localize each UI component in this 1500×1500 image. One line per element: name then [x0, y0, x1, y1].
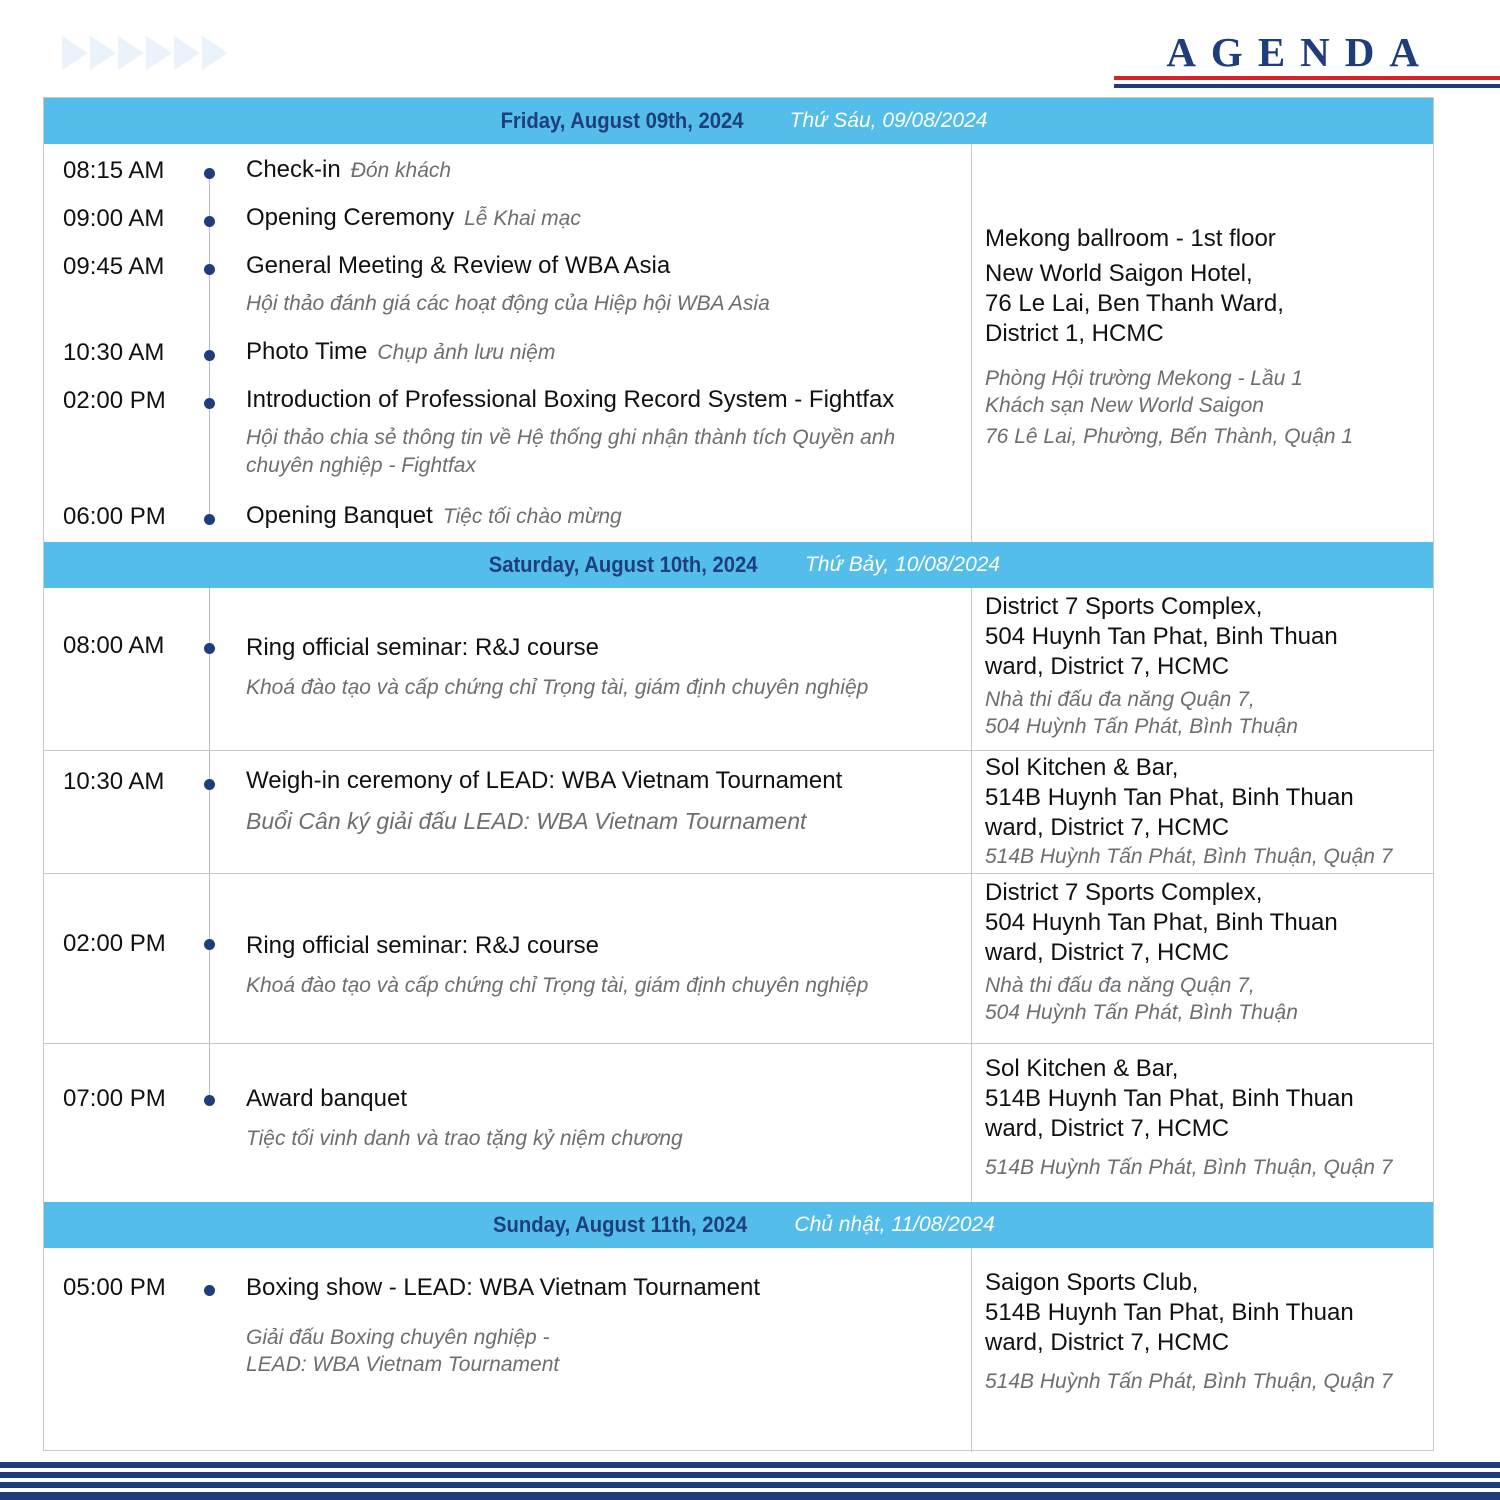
- day-title-en: Saturday, August 10th, 2024: [488, 552, 758, 577]
- event-item: [246, 252, 961, 318]
- venue-line-vi: Phòng Hội trường Mekong - Lầu 1: [985, 367, 1303, 390]
- venue-line-en: Mekong ballroom - 1st floor: [985, 225, 1276, 252]
- event-title-vi: Đón khách: [350, 159, 452, 182]
- footer-stripe: [0, 1482, 1500, 1488]
- venue-line-en: 504 Huynh Tan Phat, Binh Thuan: [985, 623, 1338, 650]
- day-title-vi: Chủ nhật, 11/08/2024: [794, 1213, 995, 1236]
- day-header-friday: [44, 98, 1433, 144]
- footer-stripes: [0, 1462, 1500, 1500]
- timeline-dot-icon: [204, 264, 215, 275]
- table-row: [44, 874, 1433, 1043]
- timeline-dot-icon: [204, 643, 215, 654]
- event-time: 08:00 AM: [63, 632, 165, 659]
- timeline-dot-icon: [204, 779, 215, 790]
- event-title-en: Boxing show - LEAD: WBA Vietnam Tournament: [246, 1274, 761, 1301]
- chevron-right-icon: [202, 36, 228, 70]
- event-title-vi: Khoá đào tạo và cấp chứng chỉ Trọng tài, giám định chuyên nghiệp: [246, 974, 869, 997]
- venue-line-en: District 7 Sports Complex,: [985, 879, 1263, 906]
- event-item: [246, 502, 961, 530]
- timeline-line: [209, 751, 210, 873]
- venue-line-en: ward, District 7, HCMC: [985, 814, 1230, 841]
- venue-cell: [985, 224, 1435, 450]
- column-divider: [971, 588, 972, 750]
- event-title-vi: Lễ Khai mạc: [464, 207, 581, 230]
- timeline-dot-icon: [204, 350, 215, 361]
- event-item: [246, 204, 961, 232]
- table-row: [44, 751, 1433, 873]
- event-item: [246, 932, 961, 1000]
- venue-line-vi: 514B Huỳnh Tấn Phát, Bình Thuận, Quận 7: [985, 1370, 1393, 1393]
- venue-cell: [985, 592, 1435, 740]
- timeline-line: [209, 588, 210, 750]
- event-title-en: General Meeting & Review of WBA Asia: [246, 252, 671, 279]
- venue-line-en: 76 Le Lai, Ben Thanh Ward,: [985, 290, 1284, 317]
- event-item: [246, 1085, 961, 1153]
- footer-stripe: [0, 1462, 1500, 1468]
- day-title-vi: Thứ Sáu, 09/08/2024: [789, 109, 988, 132]
- venue-line-en: 504 Huynh Tan Phat, Binh Thuan: [985, 909, 1338, 936]
- event-time: 09:45 AM: [63, 253, 165, 280]
- venue-line-en: District 1, HCMC: [985, 320, 1164, 347]
- chevron-right-icon: [174, 36, 200, 70]
- timeline-dot-icon: [204, 168, 215, 179]
- chevron-right-icon: [118, 36, 144, 70]
- timeline-dot-icon: [204, 1285, 215, 1296]
- timeline-dot-icon: [204, 1095, 215, 1106]
- venue-cell: [985, 1268, 1435, 1395]
- event-title-en: Opening Ceremony: [246, 204, 455, 231]
- event-time: 05:00 PM: [63, 1274, 166, 1301]
- footer-stripe: [0, 1492, 1500, 1500]
- timeline-dot-icon: [204, 216, 215, 227]
- event-title-vi: Tiệc tối vinh danh và trao tặng kỷ niệm chương: [246, 1127, 683, 1150]
- event-title-vi: Chụp ảnh lưu niệm: [377, 341, 556, 364]
- event-title-en: Photo Time: [246, 338, 368, 365]
- event-title-vi: Hội thảo chia sẻ thông tin về Hệ thống ghi nhận thành tích Quyền anh chuyên nghiệp - Fightfax: [246, 426, 896, 477]
- event-time: 02:00 PM: [63, 930, 166, 957]
- venue-line-en: 514B Huynh Tan Phat, Binh Thuan: [985, 1299, 1354, 1326]
- venue-cell: [985, 878, 1435, 1026]
- event-title-en: Award banquet: [246, 1085, 408, 1112]
- venue-line-en: 514B Huynh Tan Phat, Binh Thuan: [985, 1085, 1354, 1112]
- event-item: [246, 338, 961, 366]
- event-time: 09:00 AM: [63, 205, 165, 232]
- chevron-right-icon: [146, 36, 172, 70]
- event-item: [246, 386, 961, 480]
- venue-cell: [985, 1054, 1435, 1181]
- event-time: 02:00 PM: [63, 387, 166, 414]
- event-time: 06:00 PM: [63, 503, 166, 530]
- venue-line-en: ward, District 7, HCMC: [985, 653, 1230, 680]
- footer-stripe: [0, 1472, 1500, 1478]
- venue-line-en: Saigon Sports Club,: [985, 1269, 1199, 1296]
- event-time: 10:30 AM: [63, 339, 165, 366]
- venue-line-en: New World Saigon Hotel,: [985, 260, 1253, 287]
- event-title-vi: Khoá đào tạo và cấp chứng chỉ Trọng tài, giám định chuyên nghiệp: [246, 676, 869, 699]
- event-title-en: Introduction of Professional Boxing Record System - Fightfax: [246, 386, 895, 413]
- venue-cell: [985, 753, 1435, 870]
- column-divider: [971, 1044, 972, 1202]
- column-divider: [971, 874, 972, 1043]
- event-time: 07:00 PM: [63, 1085, 166, 1112]
- event-title-vi: Tiệc tối chào mừng: [442, 505, 622, 528]
- venue-line-en: ward, District 7, HCMC: [985, 939, 1230, 966]
- title-rule-red: [1114, 76, 1500, 80]
- day-header-sunday: [44, 1202, 1433, 1248]
- table-row: [44, 588, 1433, 750]
- day-title-en: Friday, August 09th, 2024: [500, 108, 744, 133]
- column-divider: [971, 751, 972, 873]
- venue-line-en: District 7 Sports Complex,: [985, 593, 1263, 620]
- event-title-vi: LEAD: WBA Vietnam Tournament: [246, 1353, 560, 1376]
- venue-line-vi: Khách sạn New World Saigon: [985, 394, 1264, 417]
- chevron-right-icon: [90, 36, 116, 70]
- event-title-en: Weigh-in ceremony of LEAD: WBA Vietnam Tournament: [246, 767, 843, 794]
- venue-line-en: ward, District 7, HCMC: [985, 1115, 1230, 1142]
- event-time: 10:30 AM: [63, 768, 165, 795]
- venue-line-vi: 504 Huỳnh Tấn Phát, Bình Thuận: [985, 1001, 1298, 1024]
- venue-line-en: Sol Kitchen & Bar,: [985, 754, 1179, 781]
- day-title-en: Sunday, August 11th, 2024: [493, 1212, 748, 1237]
- agenda-table: [43, 97, 1434, 1451]
- event-item: [246, 634, 961, 702]
- column-divider: [971, 1248, 972, 1452]
- event-title-en: Ring official seminar: R&J course: [246, 932, 600, 959]
- venue-line-en: ward, District 7, HCMC: [985, 1329, 1230, 1356]
- timeline-dot-icon: [204, 939, 215, 950]
- event-title-en: Ring official seminar: R&J course: [246, 634, 600, 661]
- venue-line-en: 514B Huynh Tan Phat, Binh Thuan: [985, 784, 1354, 811]
- event-title-vi: Buổi Cân ký giải đấu LEAD: WBA Vietnam Tournament: [246, 808, 807, 834]
- page-title: AGENDA: [1166, 29, 1434, 75]
- timeline-dot-icon: [204, 514, 215, 525]
- event-title-en: Opening Banquet: [246, 502, 433, 529]
- event-title-vi: Hội thảo đánh giá các hoạt động của Hiệp hội WBA Asia: [246, 292, 770, 315]
- venue-line-vi: Nhà thi đấu đa năng Quận 7,: [985, 688, 1255, 711]
- venue-line-vi: 504 Huỳnh Tấn Phát, Bình Thuận: [985, 715, 1298, 738]
- event-item: [246, 767, 961, 835]
- event-time: 08:15 AM: [63, 157, 165, 184]
- table-row: [44, 1044, 1433, 1202]
- timeline-line: [209, 874, 210, 1043]
- timeline-line: [209, 1044, 210, 1100]
- venue-line-vi: Nhà thi đấu đa năng Quận 7,: [985, 974, 1255, 997]
- venue-line-en: Sol Kitchen & Bar,: [985, 1055, 1179, 1082]
- chevron-right-icon: [62, 36, 88, 70]
- day-title-vi: Thứ Bảy, 10/08/2024: [805, 553, 1001, 576]
- venue-line-vi: 514B Huỳnh Tấn Phát, Bình Thuận, Quận 7: [985, 1156, 1393, 1179]
- venue-line-vi: 76 Lê Lai, Phường, Bến Thành, Quận 1: [985, 425, 1354, 448]
- event-title-en: Check-in: [246, 156, 341, 183]
- venue-line-vi: 514B Huỳnh Tấn Phát, Bình Thuận, Quận 7: [985, 845, 1393, 868]
- event-title-vi: Giải đấu Boxing chuyên nghiệp -: [246, 1326, 550, 1349]
- event-item: [246, 156, 961, 184]
- timeline-dot-icon: [204, 398, 215, 409]
- table-row: [44, 1248, 1433, 1452]
- day-header-saturday: [44, 542, 1433, 588]
- day-block-friday: [44, 144, 1433, 542]
- header-chevrons: [62, 36, 230, 70]
- column-divider: [971, 144, 972, 542]
- title-rule-navy: [1114, 84, 1500, 88]
- event-item: [246, 1274, 961, 1378]
